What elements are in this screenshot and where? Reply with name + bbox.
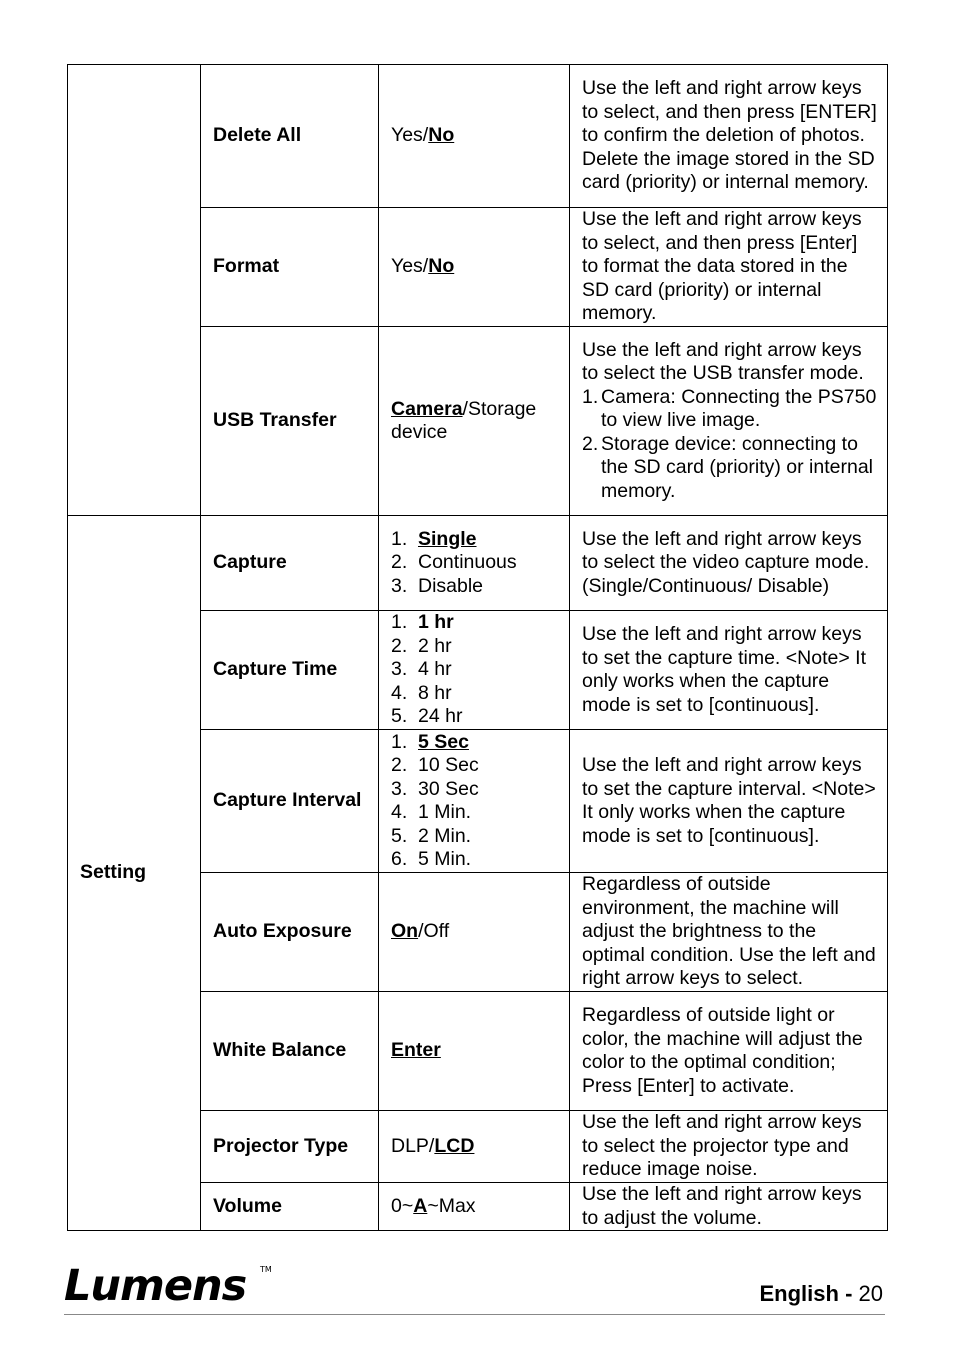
value-capture-time bbox=[379, 611, 570, 730]
item-auto-exposure: Auto Exposure bbox=[201, 873, 379, 992]
desc-capture-time: Use the left and right arrow keys to set the capture time. <Note> It only works when the capture mode is set to [continuous]. bbox=[570, 611, 888, 730]
menu-settings-table bbox=[67, 64, 888, 1231]
desc-capture-interval: Use the left and right arrow keys to set the capture interval. <Note> It only works when the capture mode is set to [continuous]. bbox=[570, 730, 888, 873]
trademark-mark: TM bbox=[260, 1265, 272, 1274]
desc-delete-all: Use the left and right arrow keys to select, and then press [ENTER] to confirm the deletion of photos. Delete the image stored in the SD card (priority) or internal memory. bbox=[570, 65, 888, 208]
list-item: 1. 1 hr bbox=[391, 611, 454, 634]
value-delete-all: Yes/No bbox=[379, 65, 570, 208]
page-footer bbox=[64, 1262, 885, 1315]
list-item: 4. 1 Min. bbox=[391, 801, 472, 823]
list-item: 2. 2 hr bbox=[391, 634, 452, 657]
item-delete-all: Delete All bbox=[201, 65, 379, 208]
desc-projector-type: Use the left and right arrow keys to select the projector type and reduce image noise. bbox=[570, 1111, 888, 1183]
list-item: 3. 30 Sec bbox=[391, 777, 479, 800]
list-item: 5. 24 hr bbox=[391, 705, 463, 728]
group-cell-blank bbox=[68, 65, 201, 516]
desc-volume: Use the left and right arrow keys to adjust the volume. bbox=[570, 1183, 888, 1231]
desc-point: 2. Storage device: connecting to the SD card (priority) or internal memory. bbox=[582, 432, 874, 502]
value-capture-interval bbox=[379, 730, 570, 873]
desc-point: 1. Camera: Connecting the PS750 to view live image. bbox=[582, 385, 877, 432]
desc-intro: Use the left and right arrow keys to select the USB transfer mode. bbox=[582, 338, 864, 385]
page-info bbox=[759, 1281, 883, 1307]
desc-white-balance: Regardless of outside light or color, the machine will adjust the color to the optimal condition; Press [Enter] to activate. bbox=[570, 992, 888, 1111]
list-item: 2. 10 Sec bbox=[391, 754, 479, 776]
lumens-logo: Lumens TM bbox=[64, 1261, 272, 1311]
item-capture: Capture bbox=[201, 516, 379, 611]
list-item: 1. Single bbox=[391, 527, 477, 550]
list-item: 5. 2 Min. bbox=[391, 824, 472, 847]
desc-format: Use the left and right arrow keys to select, and then press [Enter] to format the data stored in the SD card (priority) or internal memory. bbox=[570, 208, 888, 327]
item-usb-transfer: USB Transfer bbox=[201, 327, 379, 516]
value-auto-exposure: On/Off bbox=[379, 873, 570, 992]
desc-capture: Use the left and right arrow keys to select the video capture mode. (Single/Continuous/ Disable) bbox=[570, 516, 888, 611]
list-item: 3. Disable bbox=[391, 574, 484, 597]
list-item: 6. 5 Min. bbox=[391, 848, 472, 870]
item-capture-time: Capture Time bbox=[201, 611, 379, 730]
value-projector-type: DLP/LCD bbox=[379, 1111, 570, 1183]
value-volume: 0~A~Max bbox=[379, 1183, 570, 1231]
page-number: 20 bbox=[858, 1281, 883, 1306]
table-row bbox=[68, 65, 888, 208]
value-capture bbox=[379, 516, 570, 611]
desc-auto-exposure: Regardless of outside environment, the machine will adjust the brightness to the optimal condition. Use the left and right arrow keys to select. bbox=[570, 873, 888, 992]
group-setting: Setting bbox=[68, 516, 201, 1231]
item-white-balance: White Balance bbox=[201, 992, 379, 1111]
value-white-balance: Enter bbox=[379, 992, 570, 1111]
list-item: 2. Continuous bbox=[391, 551, 517, 574]
value-usb-transfer: Camera/Storage device bbox=[379, 327, 570, 516]
value-format: Yes/No bbox=[379, 208, 570, 327]
separator: - bbox=[845, 1281, 853, 1306]
list-item: 1. 5 Sec bbox=[391, 730, 469, 753]
item-projector-type: Projector Type bbox=[201, 1111, 379, 1183]
item-volume: Volume bbox=[201, 1183, 379, 1231]
table-row bbox=[68, 516, 888, 611]
list-item: 3. 4 hr bbox=[391, 658, 452, 681]
list-item: 4. 8 hr bbox=[391, 681, 452, 704]
desc-usb-transfer bbox=[570, 327, 888, 516]
language-label: English bbox=[759, 1281, 839, 1306]
item-format: Format bbox=[201, 208, 379, 327]
item-capture-interval: Capture Interval bbox=[201, 730, 379, 873]
